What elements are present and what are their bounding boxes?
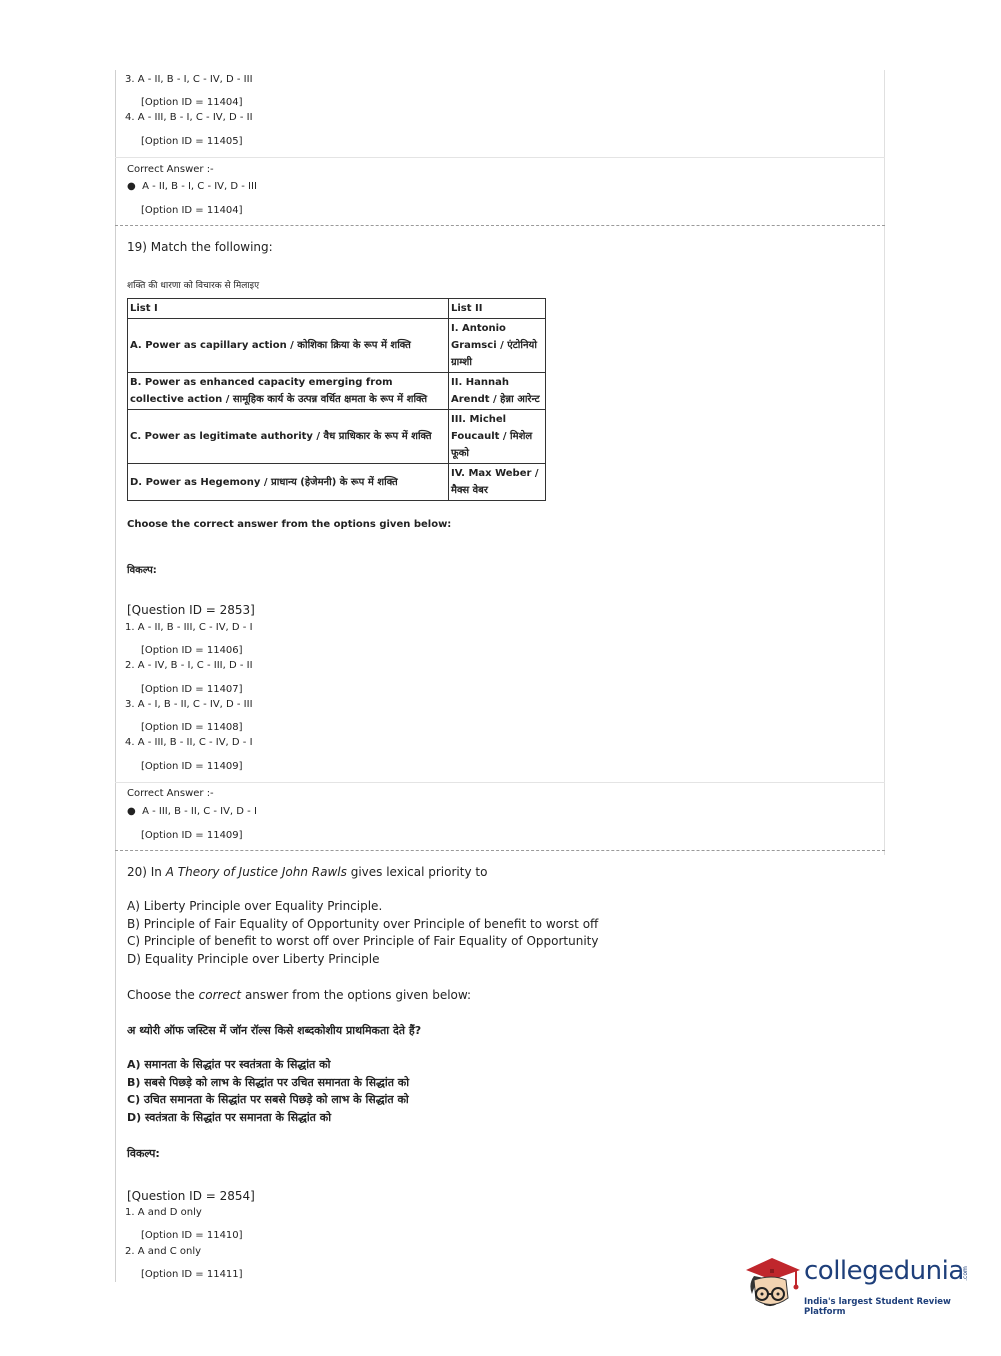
book-title: A Theory of Justice John Rawls xyxy=(165,865,347,879)
option-id: [Option ID = 11410] xyxy=(141,1230,243,1241)
correct-answer xyxy=(127,805,257,819)
statement: A) Liberty Principle over Equality Principle. xyxy=(127,899,383,913)
hindi-prompt: शक्ति की धारणा को विचारक से मिलाइए xyxy=(127,281,260,291)
choose-text: Choose the xyxy=(127,988,199,1002)
option-2: 2. A and C only xyxy=(125,1246,202,1257)
option-id: [Option ID = 11406] xyxy=(141,645,243,656)
correct-answer-value: A - II, B - I, C - IV, D - III xyxy=(142,181,257,192)
question-id: [Question ID = 2854] xyxy=(127,1189,255,1203)
statement: B) Principle of Fair Equality of Opportunity over Principle of benefit to worst off xyxy=(127,916,599,931)
table-cell: C. Power as legitimate authority / वैध प्राधिकार के रूप में शक्ति xyxy=(128,410,449,464)
table-cell: II. Hannah Arendt / हेन्ना आरेन्ट xyxy=(449,373,546,410)
option-id: [Option ID = 11408] xyxy=(141,722,243,733)
match-table xyxy=(127,298,546,501)
divider xyxy=(115,157,885,158)
mascot-icon xyxy=(742,1250,804,1320)
question-19-title: 19) Match the following: xyxy=(127,240,273,254)
statement: C) Principle of benefit to worst off over Principle of Fair Equality of Opportunity xyxy=(127,934,599,948)
option-2: 2. A - IV, B - I, C - III, D - II xyxy=(125,660,253,671)
table-cell: D. Power as Hegemony / प्राधान्य (हेजेमनी) के रूप में शक्ति xyxy=(128,464,449,501)
statement: D) Equality Principle over Liberty Principle xyxy=(127,951,380,966)
option-3: 3. A - I, B - II, C - IV, D - III xyxy=(125,699,253,710)
option-id: [Option ID = 11404] xyxy=(141,205,243,216)
table-header-list-1: List I xyxy=(128,299,449,319)
table-cell: A. Power as capillary action / कोशिका क्रिया के रूप में शक्ति xyxy=(128,319,449,373)
table-cell: III. Michel Foucault / मिशेल फूको xyxy=(449,410,546,464)
option-4: 4. A - III, B - I, C - IV, D - II xyxy=(125,112,253,123)
option-id: [Option ID = 11404] xyxy=(141,97,243,108)
vikalp-label: विकल्प: xyxy=(127,565,157,576)
brand-name: collegedunia xyxy=(804,1256,964,1286)
brand-dotcom: .com xyxy=(961,1266,969,1281)
choose-instruction xyxy=(127,988,471,1002)
table-cell: I. Antonio Gramsci / एंटोनियो ग्राम्शी xyxy=(449,319,546,373)
option-id: [Option ID = 11405] xyxy=(141,136,243,147)
divider xyxy=(115,782,885,783)
bullet-icon: ● xyxy=(127,806,136,817)
correct-answer-value: A - III, B - II, C - IV, D - I xyxy=(142,806,257,817)
hindi-question: अ थ्योरी ऑफ जस्टिस में जॉन रॉल्स किसे शब्दकोशीय प्राथमिकता देते हैं? xyxy=(127,1024,422,1037)
collegedunia-logo xyxy=(742,1250,972,1320)
bullet-icon: ● xyxy=(127,181,136,192)
question-separator xyxy=(115,850,885,851)
option-4: 4. A - III, B - II, C - IV, D - I xyxy=(125,737,253,748)
hindi-statement: D) स्वतंत्रता के सिद्धांत पर समानता के सिद्धांत को xyxy=(127,1110,332,1124)
question-20-title xyxy=(127,865,487,879)
question-separator xyxy=(115,225,885,226)
question-text: gives lexical priority to xyxy=(346,865,488,879)
choose-emphasis: correct xyxy=(198,988,242,1002)
option-id: [Option ID = 11409] xyxy=(141,761,243,772)
hindi-statement: C) उचित समानता के सिद्धांत पर सबसे पिछड़े को लाभ के सिद्धांत को xyxy=(127,1093,409,1106)
hindi-statement: A) समानता के सिद्धांत पर स्वतंत्रता के सिद्धांत को xyxy=(127,1058,331,1071)
correct-answer-label: Correct Answer :- xyxy=(127,164,214,175)
question-id: [Question ID = 2853] xyxy=(127,603,255,617)
option-1: 1. A - II, B - III, C - IV, D - I xyxy=(125,622,253,633)
brand-tagline: India's largest Student Review Platform xyxy=(804,1297,951,1317)
right-margin-line xyxy=(884,70,885,855)
correct-answer xyxy=(127,180,257,194)
hindi-statement-list xyxy=(127,1056,409,1126)
option-3: 3. A - II, B - I, C - IV, D - III xyxy=(125,74,253,85)
option-1: 1. A and D only xyxy=(125,1207,202,1218)
option-id: [Option ID = 11409] xyxy=(141,830,243,841)
table-cell: IV. Max Weber / मैक्स वेबर xyxy=(449,464,546,501)
table-cell: B. Power as enhanced capacity emerging from collective action / सामूहिक कार्य के उत्पन्न वर्धित क्षमता के रूप में शक्ति xyxy=(128,373,449,410)
statement-list xyxy=(127,898,598,968)
question-number: 20) In xyxy=(127,865,166,879)
left-margin-line xyxy=(115,70,116,1282)
choose-text: answer from the options given below: xyxy=(241,988,472,1002)
hindi-statement: B) सबसे पिछड़े को लाभ के सिद्धांत पर उचित समानता के सिद्धांत को xyxy=(127,1075,410,1089)
choose-instruction: Choose the correct answer from the options given below: xyxy=(127,519,452,530)
option-id: [Option ID = 11411] xyxy=(141,1269,243,1280)
vikalp-label: विकल्प: xyxy=(127,1147,160,1160)
option-id: [Option ID = 11407] xyxy=(141,684,243,695)
correct-answer-label: Correct Answer :- xyxy=(127,788,214,799)
table-header-list-2: List II xyxy=(449,299,546,319)
